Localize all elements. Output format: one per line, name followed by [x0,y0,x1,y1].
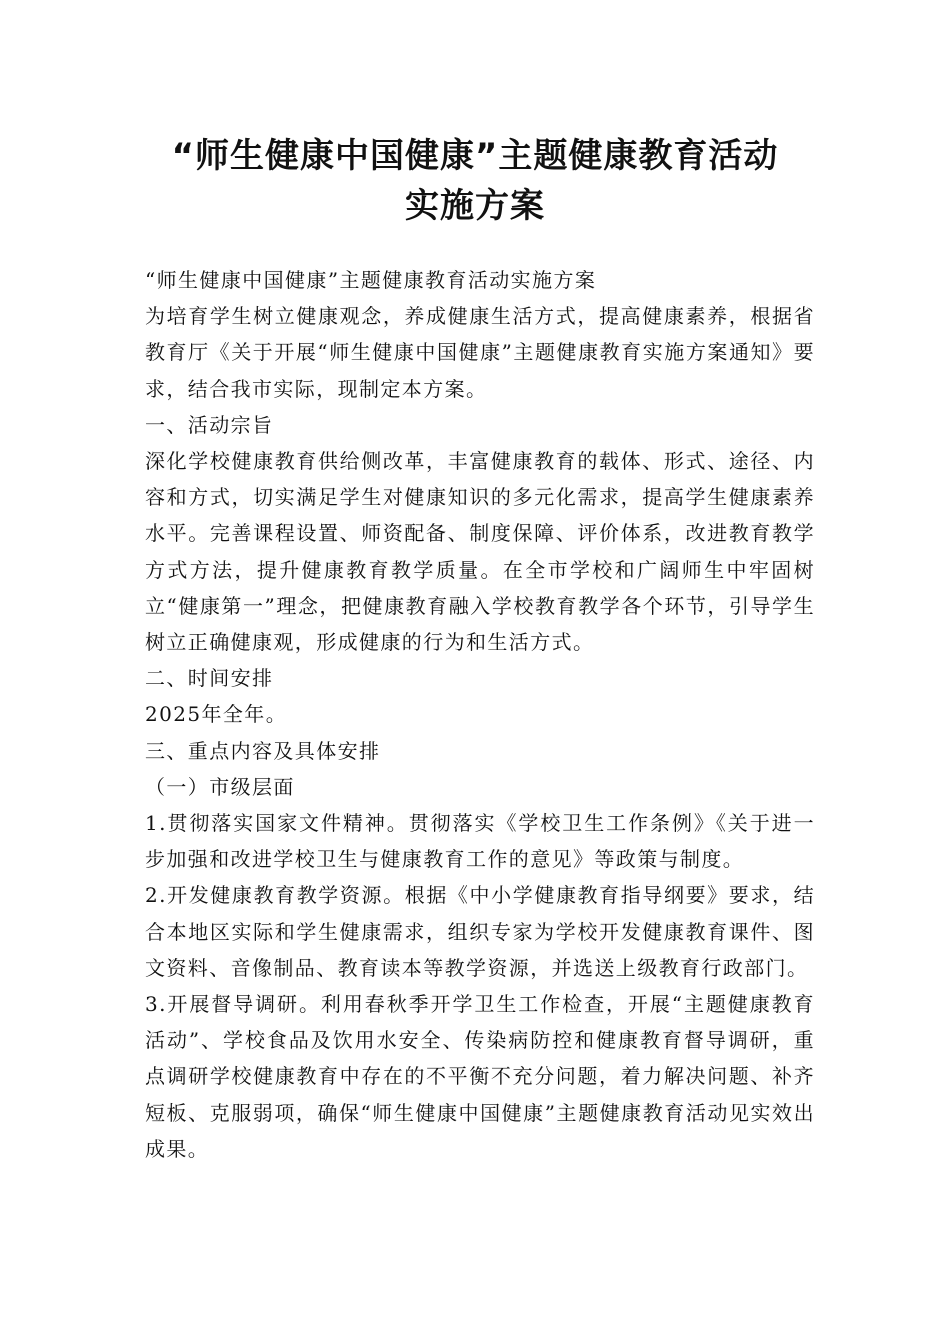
subsection-heading-city-level: （一）市级层面 [145,774,295,799]
document-body [145,262,815,1167]
section-heading-key-content: 三、重点内容及具体安排 [145,738,381,763]
list-item-3: 3.开展督导调研。利用春秋季开学卫生工作检查，开展“主题健康教育活动”、学校食品及饮用水安全、传染病防控和健康教育督导调研，重点调研学校健康教育中存在的不平衡不充分问题，着力解决问题、补齐短板、克服弱项，确保“师生健康中国健康”主题健康教育活动见实效出成果。 [145,992,815,1161]
schedule-paragraph: 2025年全年。 [145,702,288,727]
subtitle-paragraph: “师生健康中国健康”主题健康教育活动实施方案 [145,268,597,292]
purpose-paragraph: 深化学校健康教育供给侧改革，丰富健康教育的载体、形式、途径、内容和方式，切实满足学生对健康知识的多元化需求，提高学生健康素养水平。完善课程设置、师资配备、制度保障、评价体系，改进教育教学方式方法，提升健康教育教学质量。在全市学校和广阔师生中牢固树立“健康第一”理念，把健康教育融入学校教育教学各个环节，引导学生树立正确健康观，形成健康的行为和生活方式。 [145,449,815,655]
document-title-line-2: 实施方案 [405,186,545,226]
section-heading-purpose: 一、活动宗旨 [145,412,274,437]
list-item-2: 2.开发健康教育教学资源。根据《中小学健康教育指导纲要》要求，结合本地区实际和学生健康需求，组织专家为学校开发健康教育课件、图文资料、音像制品、教育读本等教学资源，并选送上级教育行政部门。 [145,883,815,980]
document-title-line-1: “师生健康中国健康”主题健康教育活动 [171,136,779,176]
section-heading-schedule: 二、时间安排 [145,666,274,691]
intro-paragraph: 为培育学生树立健康观念，养成健康生活方式，提高健康素养，根据省教育厅《关于开展“师生健康中国健康”主题健康教育实施方案通知》要求，结合我市实际，现制定本方案。 [145,304,815,401]
list-item-1: 1.贯彻落实国家文件精神。贯彻落实《学校卫生工作条例》《关于进一步加强和改进学校卫生与健康教育工作的意见》等政策与制度。 [145,811,815,872]
